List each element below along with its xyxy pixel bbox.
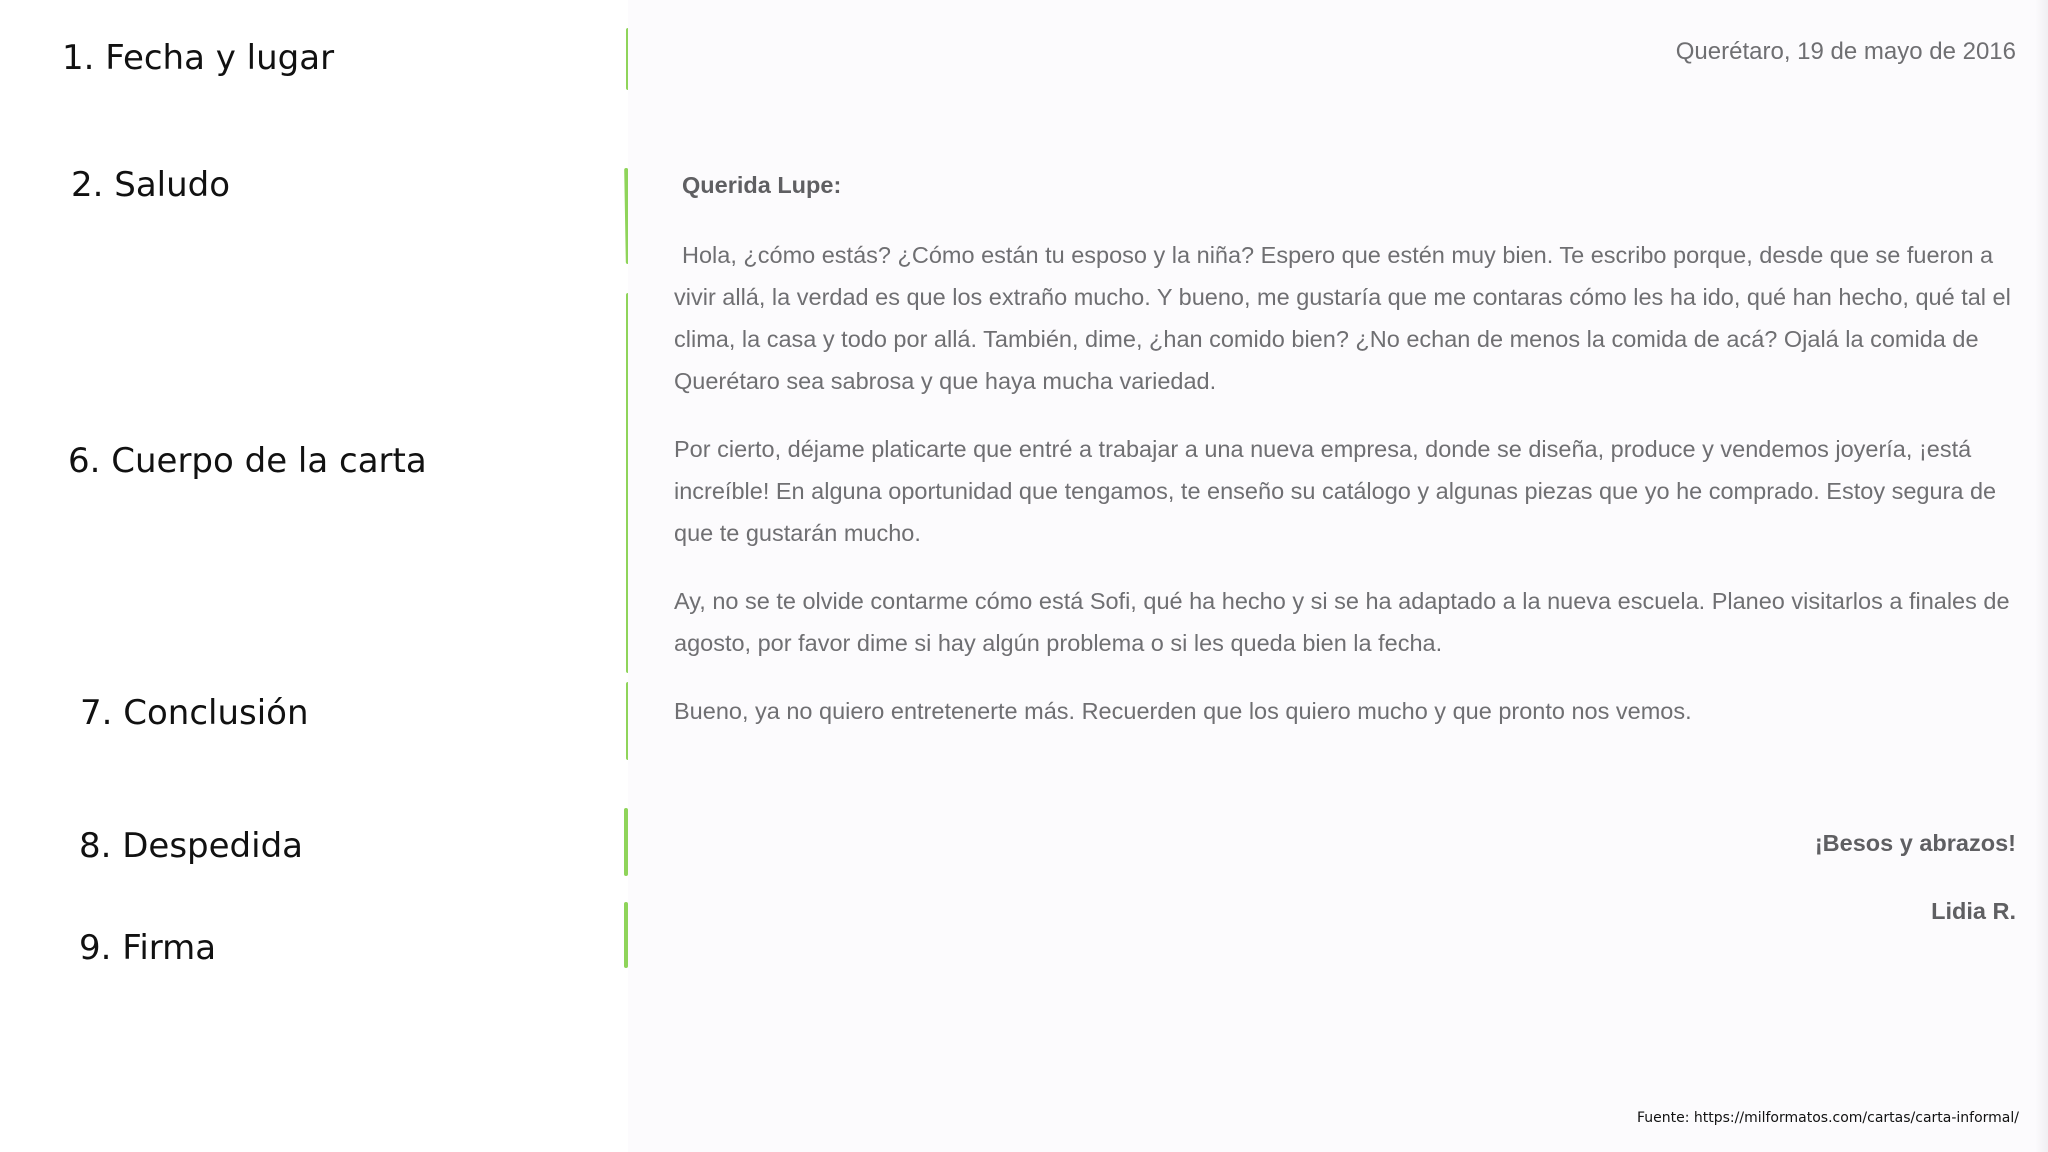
- label-firma: 9. Firma: [79, 928, 217, 968]
- source-citation: Fuente: https://milformatos.com/cartas/carta-informal/: [1636, 1110, 2019, 1126]
- letter-paragraph-1: Hola, ¿cómo estás? ¿Cómo están tu esposo y la niña? Espero que estén muy bien. Te escribo porque, desde que se fueron a vivir allá, la verdad es que los extraño mucho. Y bueno, me gustaría que me contaras cómo les ha ido, qué han hecho, qué tal el clima, la casa y todo por allá. También, dime, ¿han comido bien? ¿No echan de menos la comida de acá? Ojalá la comida de Querétaro sea sabrosa y que haya mucha variedad.: [674, 242, 2011, 394]
- letter-paragraph-conclusion: Bueno, ya no quiero entretenerte más. Recuerden que los quiero mucho y que pronto nos vemos.: [674, 698, 1692, 724]
- label-despedida: 8. Despedida: [79, 826, 304, 866]
- letter-date: Querétaro, 19 de mayo de 2016: [1675, 38, 2016, 65]
- label-conclusion: 7. Conclusión: [80, 693, 309, 733]
- letter-greeting: Querida Lupe:: [682, 172, 842, 198]
- letter-paragraph-2: Por cierto, déjame platicarte que entré a trabajar a una nueva empresa, donde se diseña, produce y vendemos joyería, ¡está increíble! En alguna oportunidad que tengamos, te enseño su catálogo y algunas piezas que yo he comprado. Estoy segura de que te gustarán mucho.: [674, 436, 1997, 546]
- letter-signature: Lidia R.: [1931, 898, 2016, 924]
- letter-closing: ¡Besos y abrazos!: [1814, 830, 2016, 856]
- label-saludo: 2. Saludo: [71, 165, 231, 205]
- label-fecha-lugar: 1. Fecha y lugar: [62, 38, 335, 78]
- letter-edge-shadow: [2036, 0, 2048, 1152]
- label-cuerpo: 6. Cuerpo de la carta: [68, 441, 427, 481]
- letter-paragraph-3: Ay, no se te olvide contarme cómo está Sofi, qué ha hecho y si se ha adaptado a la nueva escuela. Planeo visitarlos a finales de agosto, por favor dime si hay algún problema o si les queda bien la fecha.: [674, 588, 2010, 656]
